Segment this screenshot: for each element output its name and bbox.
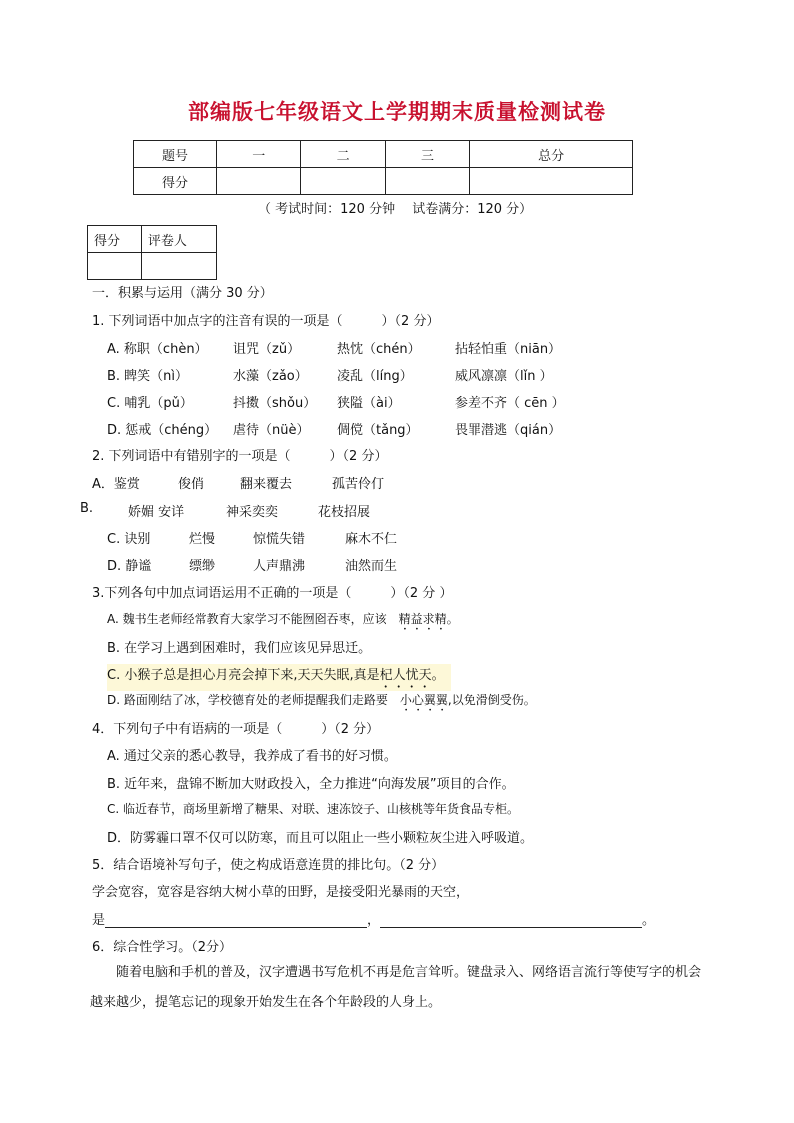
q2-a-item: A．鉴赏	[92, 477, 140, 492]
grader-table	[87, 225, 217, 280]
q3-option-a	[107, 610, 459, 633]
score-cell[interactable]	[301, 168, 385, 195]
q6-passage: 随着电脑和手机的普及，汉字遭遇书写危机不再是危言耸听。键盘录入、网络语言流行等使写字的机会越来越少，提笔忘记的现象开始发生在各个年龄段的人身上。	[90, 965, 702, 1010]
score-table-header-cell: 一	[217, 141, 301, 168]
q2-a-item: 孤苦伶仃	[332, 477, 385, 492]
q2-option-c	[107, 528, 398, 547]
grader-name-label: 评卷人	[141, 226, 216, 253]
q3-a-dotted-term: 精益求精	[398, 612, 447, 626]
q1-b-item: 威风凛凛（lǐn ）	[455, 369, 553, 384]
score-cell[interactable]	[470, 168, 633, 195]
question-2-stem: 2. 下列词语中有错别字的一项是（ ）（2 分）	[92, 449, 388, 464]
q3-c-dotted-term: 杞人忧天	[379, 668, 432, 683]
q1-d-item: 畏罪潜逃（qián）	[455, 423, 562, 438]
q2-c-item: 惊慌失错	[253, 532, 306, 547]
q5-answer-line	[92, 909, 655, 928]
q2-c-item: C. 诀别	[107, 532, 151, 547]
q1-d-item: 倜傥（tǎng）	[337, 423, 419, 438]
score-table-header-row	[134, 141, 633, 168]
question-3-stem: 3.下列各句中加点词语运用不正确的一项是（ ）（2 分 ）	[92, 586, 453, 601]
q5-comma: ，	[367, 913, 381, 928]
q2-b-label: B.	[80, 501, 94, 516]
q3-c-end: 。	[431, 668, 445, 683]
exam-info: （ 考试时间：120 分钟 试卷满分：120 分）	[258, 202, 533, 217]
q1-c-item: 抖擞（shǒu）	[233, 396, 317, 411]
q2-b-item: 花枝招展	[318, 505, 371, 520]
q3-a-end: 。	[446, 612, 459, 626]
q4-option-b: B. 近年来，盘锦不断加大财政投入，全力推进“向海发展”项目的合作。	[107, 777, 515, 792]
q1-option-c	[107, 392, 565, 411]
q1-option-a	[107, 338, 562, 357]
q3-option-b: B. 在学习上遇到困难时，我们应该见异思迁。	[107, 641, 372, 656]
q1-a-item: 诅咒（zǔ）	[233, 342, 301, 357]
q1-b-item: 凌乱（líng）	[337, 369, 413, 384]
q1-a-item: 热忱（chén）	[337, 342, 421, 357]
q3-option-c	[107, 664, 451, 691]
grader-score-label: 得分	[88, 226, 142, 253]
score-table-header-cell: 题号	[134, 141, 217, 168]
score-table-row-label: 得分	[134, 168, 217, 195]
q4-option-a: A. 通过父亲的悉心教导，我养成了看书的好习惯。	[107, 749, 397, 764]
question-1-stem: 1. 下列词语中加点字的注音有误的一项是（ ）（2 分）	[92, 314, 440, 329]
score-cell[interactable]	[385, 168, 469, 195]
q3-d-dotted-term: 小心翼翼	[399, 693, 448, 707]
q1-a-item: 拈轻怕重（niān）	[455, 342, 562, 357]
q2-a-item: 俊俏	[178, 477, 205, 492]
q3-c-text: C. 小猴子总是担心月亮会掉下来,天天失眠,真是	[107, 668, 380, 683]
score-cell[interactable]	[217, 168, 301, 195]
q2-d-item: 油然而生	[345, 559, 398, 574]
q4-option-d: D．防雾霾口罩不仅可以防寒，而且可以阻止一些小颗粒灰尘进入呼吸道。	[107, 831, 534, 846]
q1-b-item: 水藻（zǎo）	[233, 369, 308, 384]
q2-d-item: 缥缈	[189, 559, 216, 574]
q2-c-item: 麻木不仁	[345, 532, 398, 547]
q1-d-item: 虐待（nüè）	[233, 423, 310, 438]
score-table-header-cell: 总分	[470, 141, 633, 168]
page-title: 部编版七年级语文上学期期末质量检测试卷	[188, 99, 606, 124]
q1-a-item: A. 称职（chèn）	[107, 342, 208, 357]
q1-c-item: 参差不齐（ cēn ）	[455, 396, 565, 411]
q3-option-d	[107, 691, 536, 714]
question-6-stem: 6．综合性学习。（2分）	[92, 940, 233, 955]
q1-option-d	[107, 419, 562, 438]
q1-d-item: D. 惩戒（chéng）	[107, 423, 218, 438]
q4-option-c: C. 临近春节，商场里新增了糖果、对联、速冻饺子、山核桃等年货食品专柜。	[107, 802, 520, 816]
grader-score-cell[interactable]	[88, 253, 142, 280]
q2-d-item: D. 静谧	[107, 559, 152, 574]
q5-prefix: 是	[92, 913, 106, 928]
q2-b-item: 神采奕奕	[226, 505, 279, 520]
grader-name-cell[interactable]	[141, 253, 216, 280]
score-table-score-row	[134, 168, 633, 195]
q2-d-item: 人声鼎沸	[253, 559, 306, 574]
score-table-header-cell: 三	[385, 141, 469, 168]
score-table-header-cell: 二	[301, 141, 385, 168]
q5-end: 。	[642, 913, 656, 928]
question-5-stem: 5．结合语境补写句子，使之构成语意连贯的排比句。（2 分）	[92, 858, 445, 873]
q2-a-item: 翻来覆去	[240, 477, 293, 492]
question-4-stem: 4．下列句子中有语病的一项是（ ）（2 分）	[92, 722, 380, 737]
score-table	[133, 140, 633, 195]
q3-a-text: A. 魏书生老师经常教育大家学习不能囫囵吞枣，应该	[107, 612, 399, 626]
q3-d-end: ,以免滑倒受伤。	[447, 693, 536, 707]
q1-b-item: B. 睥笑（nì）	[107, 369, 189, 384]
q5-answer-blank-2[interactable]	[380, 913, 642, 928]
q1-c-item: 狭隘（ài）	[337, 396, 401, 411]
q1-option-b	[107, 365, 553, 384]
q1-c-item: C. 哺乳（pǔ）	[107, 396, 193, 411]
q5-answer-blank-1[interactable]	[105, 913, 367, 928]
q2-c-item: 烂慢	[189, 532, 216, 547]
q2-option-a	[92, 473, 385, 492]
q5-context: 学会宽容，宽容是容纳大树小草的田野，是接受阳光暴雨的天空，	[92, 885, 470, 900]
section-heading: 一．积累与运用（满分 30 分）	[92, 286, 273, 301]
q3-d-text: D. 路面刚结了冰，学校德育处的老师提醒我们走路要	[107, 693, 400, 707]
q2-b-item: 娇媚 安详	[128, 505, 185, 520]
q2-option-b	[80, 501, 371, 520]
q2-option-d	[107, 555, 398, 574]
